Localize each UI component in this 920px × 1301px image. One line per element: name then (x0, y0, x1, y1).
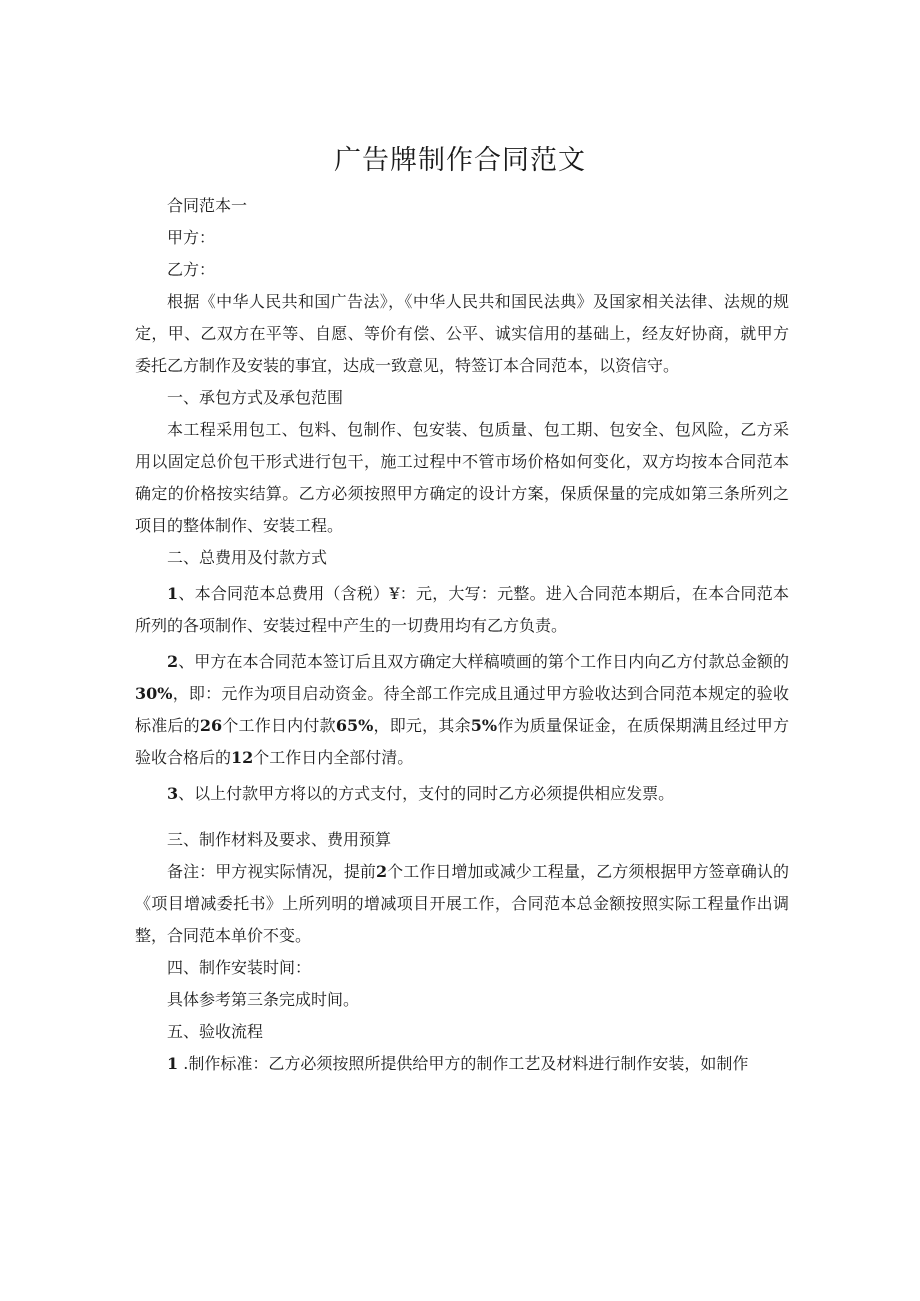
payment-clause-2 (135, 646, 789, 774)
section-1-paragraph: 本工程采用包工、包料、包制作、包安装、包质量、包工期、包安全、包风险，乙方采用以固定总价包干形式进行包干，施工过程中不管市场价格如何变化，双方均按本合同范本确定的价格按实结算。乙方必须按照甲方确定的设计方案，保质保量的完成如第三条所列之项目的整体制作、安装工程。 (135, 420, 789, 535)
clause-number: 3 (167, 784, 179, 803)
document-title: 广告牌制作合同范文 (334, 145, 586, 176)
section-4-paragraph: 具体参考第三条完成时间。 (167, 990, 360, 1009)
clause-text: 个工作日增加或减少工程量，乙方须根据甲方签章确认的《项目增减委托书》上所列明的增减项目开展工作，合同范本总金额按照实际工程量作出调整，合同范本单价不变。 (135, 862, 789, 945)
clause-text: ，即：元作为项目启动资金。待全部工作完成且通过甲方验收达到合同范本规定的验收标准后的 (135, 684, 789, 735)
clause-text: 个工作日内全部付清。 (253, 748, 414, 767)
payment-clause-3 (135, 778, 789, 810)
day-count-value: 26 (199, 716, 223, 735)
day-count-value: 2 (375, 862, 388, 881)
section-2-heading: 二、总费用及付款方式 (167, 548, 328, 567)
clause-text: 、本合同范本总费用（含税）¥：元，大写：元整。进入合同范本期后，在本合同范本所列的各项制作、安装过程中产生的一切费用均有乙方负责。 (135, 584, 789, 635)
section-5-heading: 五、验收流程 (167, 1022, 264, 1041)
clause-text: .制作标准：乙方必须按照所提供给甲方的制作工艺及材料进行制作安装，如制作 (178, 1054, 749, 1073)
remark-paragraph (135, 856, 789, 952)
document-body (135, 190, 789, 1080)
preamble-paragraph: 根据《中华人民共和国广告法》，《中华人民共和国民法典》及国家相关法律、法规的规定，甲、乙双方在平等、自愿、等价有偿、公平、诚实信用的基础上，经友好协商，就甲方委托乙方制作及安装的事宜，达成一致意见，特签订本合同范本，以资信守。 (135, 292, 789, 375)
section-3-heading: 三、制作材料及要求、费用预算 (167, 830, 392, 849)
payment-clause-1 (135, 578, 789, 642)
clause-text: 、甲方在本合同范本签订后且双方确定大样稿喷画的第个工作日内向乙方付款总金额的 (178, 652, 789, 671)
day-count-value: 12 (231, 748, 254, 767)
percentage-value: 65% (335, 716, 374, 735)
clause-text: 备注：甲方视实际情况，提前 (167, 862, 376, 881)
clause-number: 1 (167, 584, 179, 603)
percentage-value: 5% (470, 716, 498, 735)
clause-text: 、以上付款甲方将以的方式支付，支付的同时乙方必须提供相应发票。 (178, 784, 675, 803)
party-b-line: 乙方： (167, 260, 216, 279)
clause-text: ，即元，其余 (373, 716, 471, 735)
clause-number: 2 (167, 652, 179, 671)
percentage-value: 30% (135, 684, 173, 703)
clause-number: 1 (167, 1054, 179, 1073)
section-1-heading: 一、承包方式及承包范围 (167, 388, 344, 407)
clause-text: 个工作日内付款 (222, 716, 336, 735)
contract-sample-heading: 合同范本一 (167, 196, 248, 215)
section-4-heading: 四、制作安装时间： (167, 958, 312, 977)
acceptance-clause-1 (135, 1048, 789, 1080)
clause-text: 作为质量保证金，在质保期满且经过甲方验收合格后的 (135, 716, 789, 767)
party-a-line: 甲方： (167, 228, 216, 247)
